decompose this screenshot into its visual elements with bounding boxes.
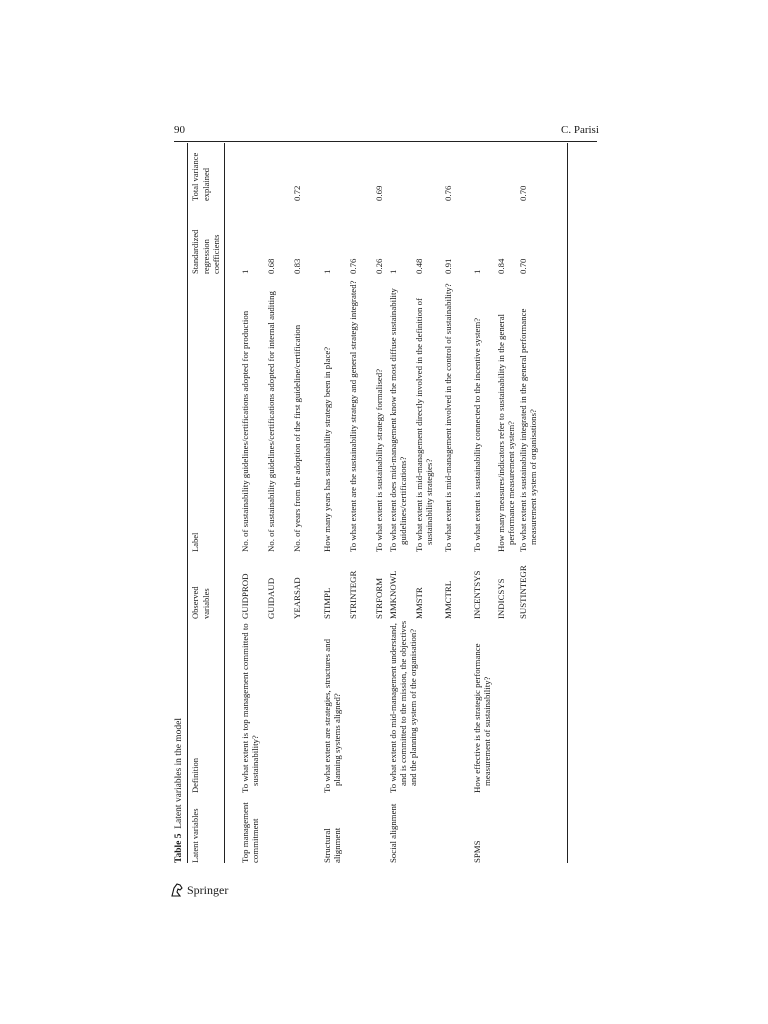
- variable-label: No. of sustainability guidelines/certifications adopted for internal auditing: [266, 291, 276, 552]
- variance-explained: 0.69: [374, 185, 384, 201]
- variable-label: How many years has sustainability strategy been in place?: [322, 346, 332, 552]
- latent-variable: SPMS: [472, 840, 482, 863]
- observed-variable: MMKNOWL: [388, 570, 398, 619]
- header-rule: [174, 141, 597, 142]
- variance-explained: 0.70: [518, 185, 528, 201]
- regression-coefficient: 1: [322, 269, 332, 274]
- table-header-rule: [224, 143, 225, 863]
- regression-coefficient: 0.83: [292, 258, 302, 274]
- observed-variable: YEARSAD: [292, 577, 302, 619]
- springer-logo: [170, 880, 228, 900]
- table-top-rule: [187, 143, 188, 863]
- variable-label: To what extent is mid-management directly involved in the definition of sustainability strategies?: [414, 298, 435, 552]
- definition-text: To what extent are strategies, structures and planning systems aligned?: [322, 638, 343, 793]
- latent-variable: Social alignment: [388, 803, 398, 863]
- variable-label: No. of years from the adoption of the first guideline/certification: [292, 324, 302, 552]
- definition-text: How effective is the strategic performance measurement of sustainability?: [472, 643, 493, 793]
- observed-variable: MMCTRL: [443, 580, 453, 619]
- page-number: 90: [174, 124, 185, 136]
- latent-variable: Top management commitment: [240, 802, 261, 863]
- regression-coefficient: 1: [388, 269, 398, 274]
- observed-variable: GUIDPROD: [240, 573, 250, 619]
- regression-coefficient: 0.26: [374, 258, 384, 274]
- observed-variable: STIMPL: [322, 587, 332, 619]
- variable-label: To what extent are the sustainability strategy and general strategy integrated?: [348, 280, 358, 552]
- variance-explained: 0.72: [292, 185, 302, 201]
- table-caption-text: Latent variables in the model: [174, 717, 184, 829]
- observed-variable: MMSTR: [414, 587, 424, 619]
- variance-explained: 0.76: [443, 185, 453, 201]
- col-header-latent: Latent variables: [190, 808, 200, 863]
- col-header-observed: Observed variables: [190, 586, 211, 619]
- regression-coefficient: 0.70: [518, 258, 528, 274]
- table-bottom-rule: [567, 143, 568, 863]
- variable-label: To what extent is mid-management involved in the control of sustainability?: [443, 283, 453, 552]
- variable-label: To what extent is sustainability connected to the incentive system?: [472, 317, 482, 552]
- col-header-definition: Definition: [190, 758, 200, 793]
- regression-coefficient: 0.68: [266, 258, 276, 274]
- publisher-name: Springer: [187, 882, 229, 897]
- col-header-variance: Total variance explained: [190, 152, 211, 201]
- table-caption: [174, 718, 184, 863]
- variable-label: To what extent is sustainability strategy formalised?: [374, 368, 384, 552]
- col-header-coef: Standardized regression coefficients: [190, 229, 221, 274]
- variable-label: To what extent does mid-management know the most diffuse sustainability guidelines/certifications?: [388, 288, 409, 552]
- observed-variable: INCENTSYS: [472, 570, 482, 619]
- col-header-label: Label: [190, 532, 200, 552]
- observed-variable: STRINTEGR: [348, 570, 358, 619]
- variable-label: How many measures/indicators refer to sustainability in the general performance measurement system?: [496, 314, 517, 552]
- rotated-table: [174, 143, 597, 863]
- running-header-author: C. Parisi: [561, 124, 599, 136]
- regression-coefficient: 0.48: [414, 258, 424, 274]
- latent-variable: Structural alignment: [322, 827, 343, 863]
- variable-label: No. of sustainability guidelines/certifications adopted for production: [240, 310, 250, 552]
- definition-text: To what extent do mid-management understand, and is committed to the mission, the objectives and the planning system of the organisation?: [388, 620, 419, 793]
- table-caption-label: Table 5: [174, 833, 184, 863]
- definition-text: To what extent is top management committed to sustainability?: [240, 623, 261, 793]
- observed-variable: INDICSYS: [496, 578, 506, 619]
- regression-coefficient: 1: [240, 269, 250, 274]
- observed-variable: STRFORM: [374, 577, 384, 619]
- regression-coefficient: 0.84: [496, 258, 506, 274]
- observed-variable: GUIDAUD: [266, 577, 276, 619]
- regression-coefficient: 0.76: [348, 258, 358, 274]
- regression-coefficient: 1: [472, 269, 482, 274]
- springer-horse-icon: [170, 882, 184, 898]
- observed-variable: SUSTINTEGR: [518, 565, 528, 619]
- variable-label: To what extent is sustainability integrated in the general performance measurement system of organisations?: [518, 308, 539, 552]
- regression-coefficient: 0.91: [443, 258, 453, 274]
